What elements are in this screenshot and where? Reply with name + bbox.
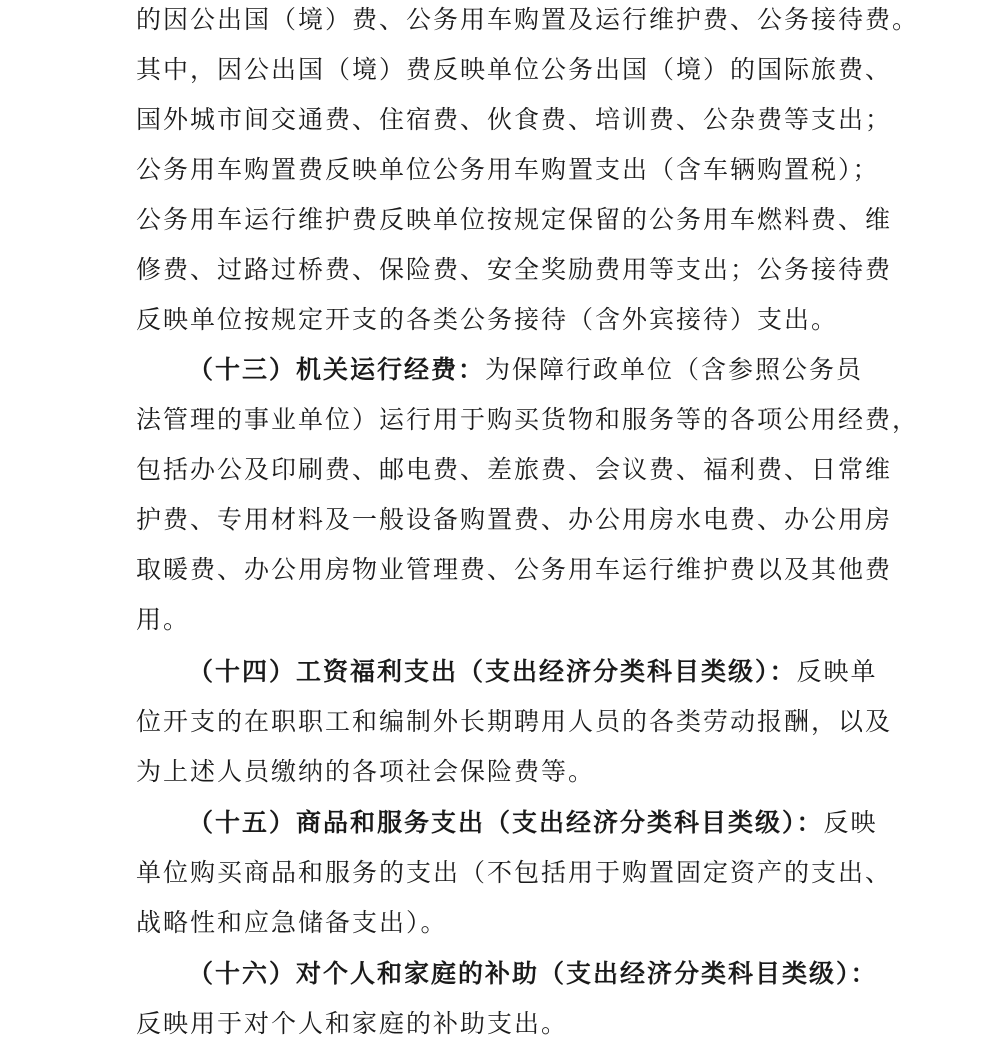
body-line: 反映单位按规定开支的各类公务接待（含外宾接待）支出。 [136,305,839,334]
section-first-line [188,652,896,692]
body-line: 其中，因公出国（境）费反映单位公务出国（境）的国际旅费、 [136,55,893,84]
body-line: 单位购买商品和服务的支出（不包括用于购置固定资产的支出、 [136,858,893,887]
section-text: 反映单 [796,657,878,686]
body-line: 反映用于对个人和家庭的补助支出。 [136,1009,569,1038]
section-text: 反映 [823,808,878,837]
section-text: 为保障行政单位（含参照公务员 [485,355,864,384]
body-line: 护费、专用材料及一般设备购置费、办公用房水电费、办公用房 [136,505,893,534]
body-line: 包括办公及印刷费、邮电费、差旅费、会议费、福利费、日常维 [136,455,893,484]
body-line: 位开支的在职职工和编制外长期聘用人员的各类劳动报酬，以及 [136,707,893,736]
section-heading: （十四）工资福利支出（支出经济分类科目类级）： [188,657,797,686]
body-line: 用。 [136,605,191,634]
section-first-line [188,954,896,994]
section-first-line [188,350,896,390]
body-line: 的因公出国（境）费、公务用车购置及运行维护费、公务接待费。 [136,5,920,34]
body-line: 修费、过路过桥费、保险费、安全奖励费用等支出；公务接待费 [136,255,893,284]
body-line: 为上述人员缴纳的各项社会保险费等。 [136,757,596,786]
section-first-line [188,803,896,843]
section-heading: （十六）对个人和家庭的补助（支出经济分类科目类级）： [188,959,878,988]
body-line: 战略性和应急储备支出）。 [136,908,448,937]
body-line: 国外城市间交通费、住宿费、伙食费、培训费、公杂费等支出； [136,105,893,134]
body-line: 公务用车购置费反映单位公务用车购置支出（含车辆购置税）； [136,155,880,184]
body-line: 公务用车运行维护费反映单位按规定保留的公务用车燃料费、维 [136,205,893,234]
section-heading: （十五）商品和服务支出（支出经济分类科目类级）： [188,808,824,837]
body-line: 法管理的事业单位）运行用于购买货物和服务等的各项公用经费， [136,405,920,434]
section-heading: （十三）机关运行经费： [188,355,486,384]
body-line: 取暖费、办公用房物业管理费、公务用车运行维护费以及其他费 [136,555,893,584]
